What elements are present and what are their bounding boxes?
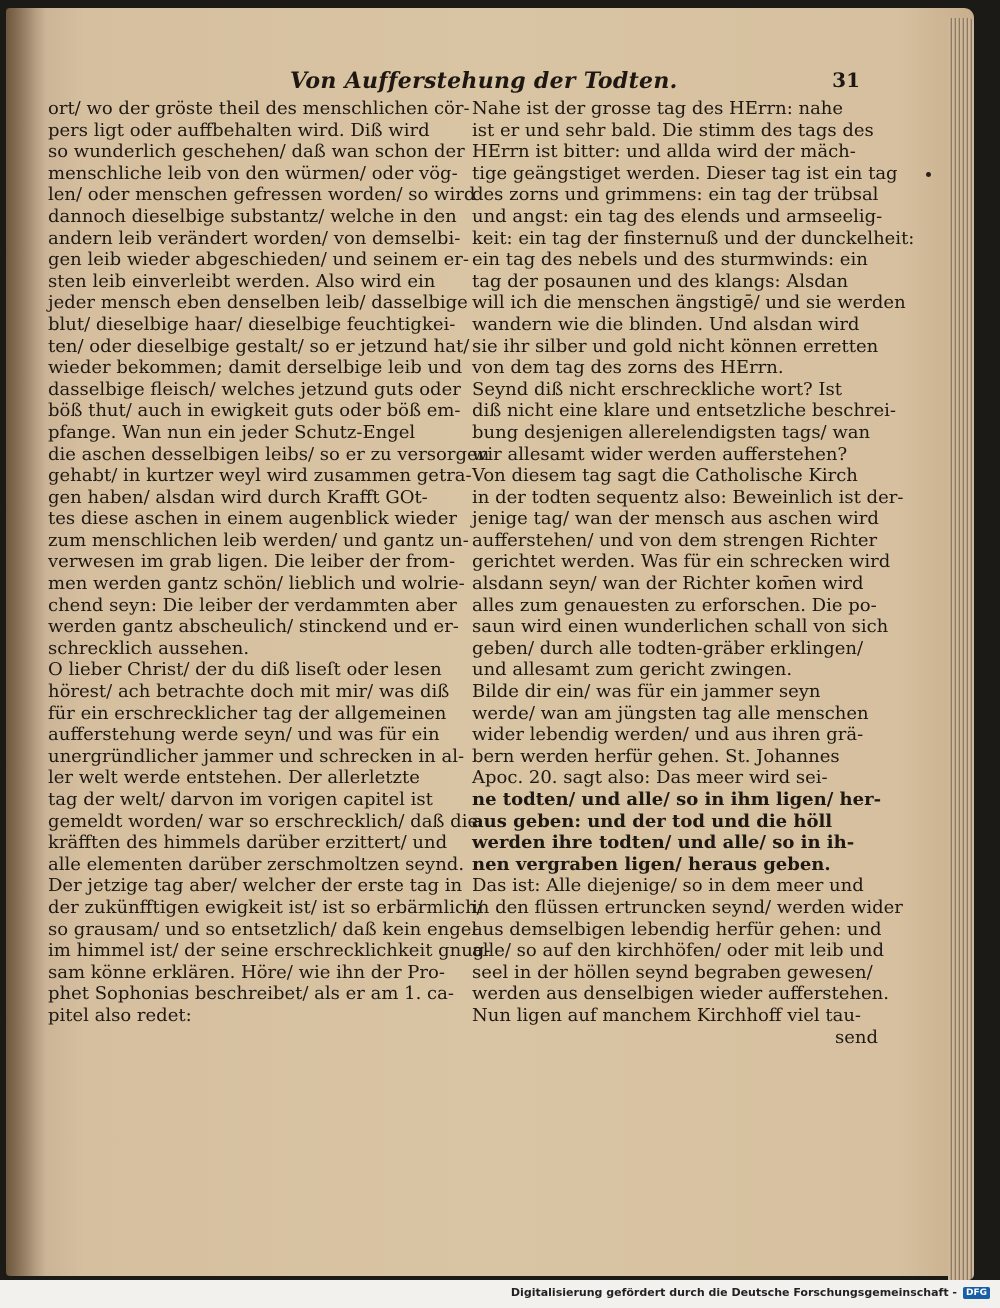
- text-line: alsdann seyn/ wan der Richter kom̄en wird: [472, 573, 864, 595]
- text-line: so grausam/ und so entsetzlich/ daß kein engel: [48, 918, 478, 940]
- text-line: Nun ligen auf manchem Kirchhoff viel tau-: [472, 1004, 861, 1026]
- text-line: dasselbige fleisch/ welches jetzund guts oder: [48, 378, 461, 400]
- text-line: will ich die menschen ängstigē/ und sie werden: [472, 292, 906, 314]
- text-line: tag der welt/ darvon im vorigen capitel ist: [48, 789, 433, 810]
- text-line: verwesen im grab ligen. Die leiber der from-: [48, 551, 456, 573]
- page-header: [290, 68, 860, 102]
- credit-text: Digitalisierung gefördert durch die Deutsche Forschungsgemeinschaft -: [510, 1286, 957, 1299]
- text-line: men werden gantz schön/ lieblich und wolrie-: [48, 573, 465, 595]
- text-line: für ein erschrecklicher tag der allgemeinen: [48, 702, 447, 724]
- text-line: Das ist: Alle diejenige/ so in dem meer und: [472, 875, 864, 897]
- text-line: und allesamt zum gericht zwingen.: [472, 659, 793, 681]
- text-line: böß thut/ auch in ewigkeit guts oder böß em-: [48, 400, 461, 422]
- text-line: wider lebendig werden/ und aus ihren grä-: [472, 724, 864, 746]
- text-line: pers ligt oder auffbehalten wird. Diß wird: [48, 119, 430, 141]
- text-line: werde/ wan am jüngsten tag alle menschen: [472, 702, 869, 724]
- text-line: pfange. Wan nun ein jeder Schutz-Engel: [48, 421, 416, 443]
- text-line: sie ihr silber und gold nicht können erretten: [472, 335, 879, 357]
- text-line: geben/ durch alle todten-gräber erklingen/: [472, 637, 864, 659]
- text-line: sten leib einverleibt werden. Also wird ein: [48, 270, 436, 292]
- text-line: schrecklich aussehen.: [48, 637, 250, 659]
- text-line: ort/ wo der gröste theil des menschlichen cör-: [48, 98, 470, 119]
- text-line: in der todten sequentz also: Beweinlich ist der-: [472, 486, 904, 508]
- text-line: aufferstehung werde seyn/ und was für ein: [48, 724, 440, 746]
- page-number: 31: [832, 68, 860, 92]
- text-line: werden aus denselbigen wieder aufferstehen.: [472, 983, 889, 1005]
- text-line: wandern wie die blinden. Und alsdan wird: [472, 313, 860, 335]
- text-line: phet Sophonias beschreibet/ als er am 1. ca-: [48, 983, 454, 1005]
- text-line: Apoc. 20. sagt also: Das meer wird sei-: [472, 767, 828, 789]
- page-edge: [948, 18, 974, 1280]
- text-line: seel in der höllen seynd begraben gewesen/: [472, 961, 873, 983]
- text-line: Von diesem tag sagt die Catholische Kirch: [472, 465, 858, 487]
- text-line: tag der posaunen und des klangs: Alsdan: [472, 270, 849, 292]
- text-line: aus geben: und der tod und die höll: [472, 810, 833, 832]
- text-line: O lieber Christ/ der du diß liseſt oder lesen: [48, 659, 442, 681]
- text-line: aufferstehen/ und von dem strengen Richter: [472, 529, 878, 551]
- text-line: im himmel ist/ der seine erschrecklichkeit gnug-: [48, 940, 491, 962]
- text-line: wieder bekommen; damit derselbige leib und: [48, 357, 463, 379]
- text-line: keit: ein tag der finsternuß und der dunckelheit:: [472, 227, 915, 249]
- text-line: der zukünfftigen ewigkeit ist/ ist so erbärmlich/: [48, 896, 483, 918]
- text-line: blut/ dieselbige haar/ dieselbige feuchtigkei-: [48, 313, 456, 335]
- text-line: und angst: ein tag des elends und armseelig-: [472, 205, 883, 227]
- text-line: gen leib wieder abgeschieden/ und seinem er-: [48, 249, 469, 271]
- text-line: tige geängstiget werden. Dieser tag ist ein tag: [472, 162, 898, 184]
- digitization-credit: [511, 1286, 990, 1299]
- right-text-column: [472, 98, 915, 1048]
- text-line: werden ihre todten/ und alle/ so in ih-: [472, 832, 855, 854]
- text-line: menschliche leib von den würmen/ oder vög-: [48, 162, 458, 184]
- text-line: unergründlicher jammer und schrecken in al-: [48, 745, 465, 767]
- text-line: jeder mensch eben denselben leib/ dasselbige: [48, 292, 468, 314]
- text-line: ten/ oder dieselbige gestalt/ so er jetzund hat/: [48, 335, 470, 357]
- text-line: nen vergraben ligen/ heraus geben.: [472, 853, 831, 875]
- text-line: len/ oder menschen gefressen worden/ so wird: [48, 184, 476, 206]
- text-line: gehabt/ in kurtzer weyl wird zusammen getra-: [48, 465, 472, 487]
- text-line: alle/ so auf den kirchhöfen/ oder mit leib und: [472, 940, 884, 962]
- text-line: dannoch dieselbige substantz/ welche in den: [48, 205, 457, 227]
- text-line: werden gantz abscheulich/ stinckend und er-: [48, 616, 459, 638]
- text-line: gerichtet werden. Was für ein schrecken wird: [472, 551, 891, 573]
- text-line: hörest/ ach betrachte doch mit mir/ was diß: [48, 681, 450, 703]
- text-line: Der jetzige tag aber/ welcher der erste tag in: [48, 875, 463, 897]
- dfg-logo: DFG: [963, 1287, 990, 1299]
- text-line: kräfften des himmels darüber erzittert/ und: [48, 832, 448, 854]
- text-line: tes diese aschen in einem augenblick wieder: [48, 508, 457, 530]
- text-line: chend seyn: Die leiber der verdammten aber: [48, 594, 457, 616]
- text-line: zum menschlichen leib werden/ und gantz un-: [48, 529, 469, 551]
- text-line: Nahe ist der grosse tag des HErrn: nahe: [472, 98, 844, 119]
- text-line: sam könne erklären. Höre/ wie ihn der Pro-: [48, 961, 445, 983]
- text-line: HErrn ist bitter: und allda wird der mäch-: [472, 141, 856, 163]
- text-line: alles zum genauesten zu erforschen. Die po-: [472, 594, 877, 616]
- text-line: ein tag des nebels und des sturmwinds: ein: [472, 249, 868, 271]
- text-line: diß nicht eine klare und entsetzliche beschrei-: [472, 400, 897, 422]
- text-line: bern werden herfür gehen. St. Johannes: [472, 745, 840, 767]
- running-head: Von Aufferstehung der Todten.: [290, 68, 678, 94]
- text-line: aus demselbigen lebendig herfür gehen: und: [472, 918, 882, 940]
- text-line: des zorns und grimmens: ein tag der trübsal: [472, 184, 879, 206]
- text-line: pitel also redet:: [48, 1004, 192, 1026]
- text-line: ne todten/ und alle/ so in ihm ligen/ her-: [472, 789, 882, 810]
- text-line: Bilde dir ein/ was für ein jammer seyn: [472, 681, 821, 703]
- text-line: in den flüssen ertruncken seynd/ werden wider: [472, 896, 903, 918]
- text-line: bung desjenigen allerelendigsten tags/ wan: [472, 421, 871, 443]
- page-gutter-shadow: [6, 8, 46, 1276]
- left-text-column: [48, 98, 491, 1027]
- text-line: Seynd diß nicht erschreckliche wort? Ist: [472, 378, 843, 400]
- text-line: andern leib verändert worden/ von demselbi-: [48, 227, 461, 249]
- text-line: ler welt werde entstehen. Der allerletzte: [48, 767, 420, 789]
- text-line: saun wird einen wunderlichen schall von sich: [472, 616, 889, 638]
- text-line: so wunderlich geschehen/ daß wan schon der: [48, 141, 465, 163]
- text-line: die aschen desselbigen leibs/ so er zu versorgen: [48, 443, 490, 465]
- text-line: gemeldt worden/ war so erschrecklich/ daß die: [48, 810, 479, 832]
- text-line: gen haben/ alsdan wird durch Krafft GOt-: [48, 486, 428, 508]
- text-line: jenige tag/ wan der mensch aus aschen wird: [472, 508, 879, 530]
- catchword: send: [834, 1026, 878, 1048]
- ink-spot: [926, 172, 931, 177]
- text-line: alle elementen darüber zerschmoltzen seynd.: [48, 853, 465, 875]
- text-line: von dem tag des zorns des HErrn.: [472, 357, 784, 379]
- text-line: ist er und sehr bald. Die stimm des tags des: [472, 119, 874, 141]
- text-line: wir allesamt wider werden aufferstehen?: [472, 443, 848, 465]
